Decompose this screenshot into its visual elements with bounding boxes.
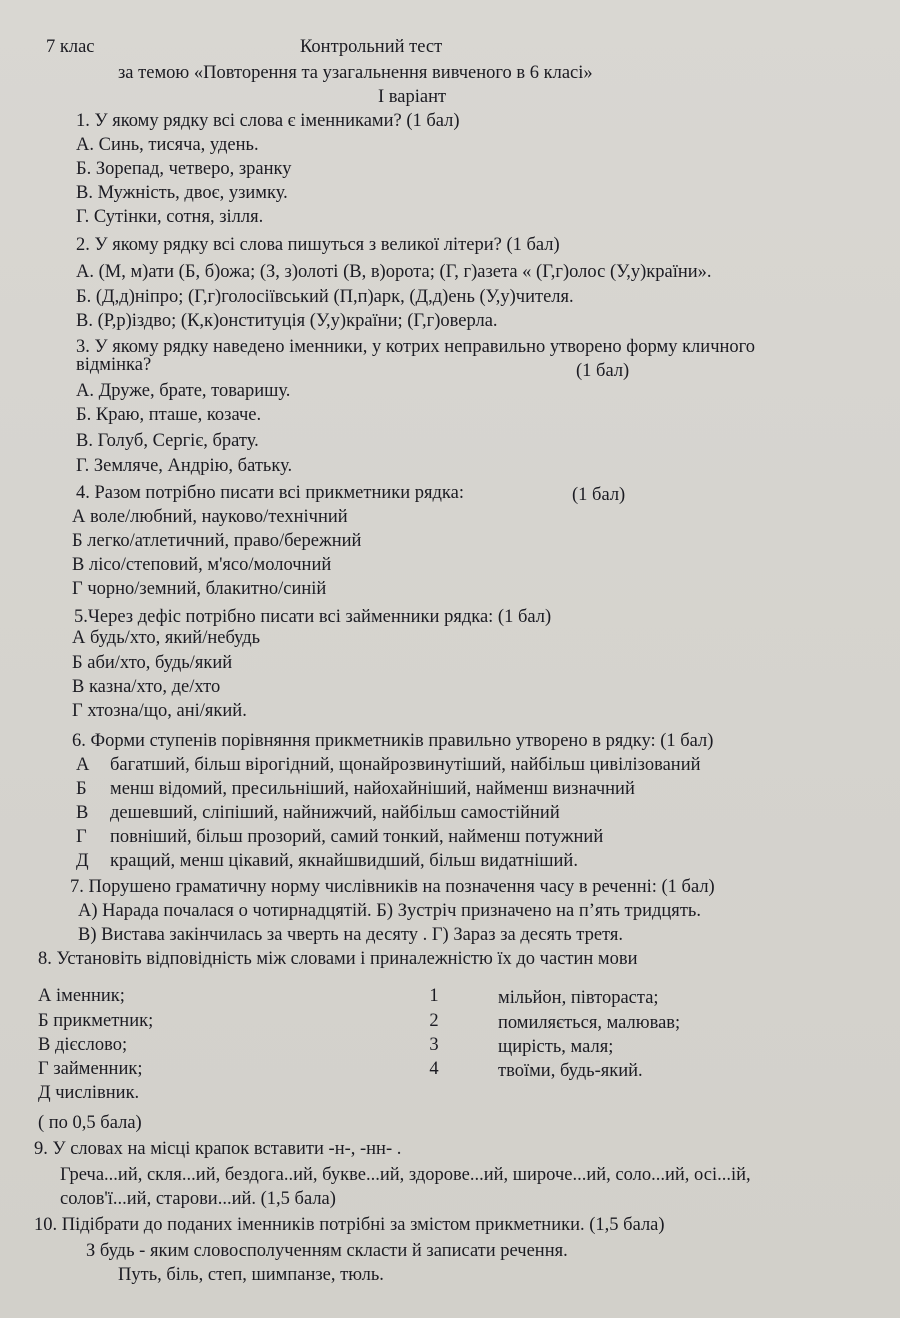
- q8-right-2: помиляється, малював;: [498, 1013, 681, 1033]
- q1-option-b: Б. Зорепад, четверо, зранку: [76, 159, 292, 179]
- test-title: Контрольний тест: [300, 37, 443, 57]
- grade-label: 7 клас: [46, 37, 95, 57]
- q3-option-c: В. Голуб, Сергіє, брату.: [76, 431, 259, 451]
- q8-left-d: Г займенник;: [38, 1059, 143, 1079]
- variant-label: І варіант: [378, 87, 447, 107]
- q4-option-d: Г чорно/земний, блакитно/синій: [72, 579, 327, 599]
- q1-option-a: А. Синь, тисяча, удень.: [76, 135, 259, 155]
- q2-option-b: Б. (Д,д)ніпро; (Г,г)голосіївський (П,п)арк, (Д,д)ень (У,у)чителя.: [76, 287, 574, 307]
- q1-option-c: В. Мужність, двоє, узимку.: [76, 183, 288, 203]
- q8-number-4: 4: [429, 1059, 439, 1079]
- q9-line-2: солов'ї...ий, старови...ий. (1,5 бала): [60, 1189, 336, 1209]
- q4-option-c: В лісо/степовий, м'ясо/молочний: [72, 555, 332, 575]
- question-9: 9. У словах на місці крапок вставити -н-, -нн- .: [34, 1139, 402, 1159]
- question-2: 2. У якому рядку всі слова пишуться з великої літери? (1 бал): [76, 235, 560, 255]
- q4-points: (1 бал): [572, 485, 626, 505]
- q3-points: (1 бал): [576, 361, 630, 381]
- q8-number-3: 3: [429, 1035, 439, 1055]
- q2-option-c: В. (Р,р)іздво; (К,к)онституція (У,у)країни; (Г,г)оверла.: [76, 311, 498, 331]
- q8-right-3: щирість, маля;: [498, 1037, 614, 1057]
- q6-option-c: дешевший, сліпіший, найнижчий, найбільш самостійний: [110, 803, 560, 823]
- q6-option-c-letter: В: [76, 803, 89, 823]
- q8-points: ( по 0,5 бала): [38, 1113, 142, 1133]
- q8-left-c: В дієслово;: [38, 1035, 128, 1055]
- q1-option-d: Г. Сутінки, сотня, зілля.: [76, 207, 264, 227]
- q8-right-1: мільйон, півтораста;: [498, 988, 659, 1008]
- q6-option-e-letter: Д: [76, 851, 89, 871]
- question-10: 10. Підібрати до поданих іменників потрібні за змістом прикметники. (1,5 бала): [34, 1215, 665, 1235]
- q8-left-e: Д числівник.: [38, 1083, 140, 1103]
- question-7: 7. Порушено граматичну норму числівників на позначення часу в реченні: (1 бал): [70, 877, 715, 897]
- q7-line-2: В) Вистава закінчилась за чверть на десяту . Г) Зараз за десять третя.: [78, 925, 624, 945]
- q6-option-b-letter: Б: [76, 779, 87, 799]
- q6-option-a: багатший, більш вірогідний, щонайрозвинутіший, найбільш цивілізований: [110, 755, 701, 775]
- question-3: 3. У якому рядку наведено іменники, у котрих неправильно утворено форму кличного: [76, 337, 756, 357]
- q5-option-b: Б аби/хто, будь/який: [72, 653, 233, 673]
- question-1: 1. У якому рядку всі слова є іменниками? (1 бал): [76, 111, 460, 131]
- q8-left-b: Б прикметник;: [38, 1011, 154, 1031]
- question-6: 6. Форми ступенів порівняння прикметників правильно утворено в рядку: (1 бал): [72, 731, 714, 751]
- q8-number-2: 2: [429, 1011, 439, 1031]
- q9-line-1: Греча...ий, скля...ий, бездога..ий, букве...ий, здорове...ий, широче...ий, соло...ий, осі...ій,: [60, 1165, 751, 1185]
- question-4: 4. Разом потрібно писати всі прикметники рядка:: [76, 483, 464, 503]
- q2-option-a: А. (М, м)ати (Б, б)ожа; (З, з)олоті (В, в)орота; (Г, г)азета « (Г,г)олос (У,у)країни».: [76, 262, 712, 282]
- q4-option-b: Б легко/атлетичний, право/бережний: [72, 531, 362, 551]
- q8-left-a: А іменник;: [38, 986, 125, 1006]
- q4-option-a: А воле/любний, науково/технічний: [72, 507, 348, 527]
- question-3-cont: відмінка?: [76, 355, 152, 375]
- q5-option-c: В казна/хто, де/хто: [72, 677, 221, 697]
- q10-line-2: Путь, біль, степ, шимпанзе, тюль.: [118, 1265, 384, 1285]
- q10-line-1: З будь - яким словосполученням скласти й записати речення.: [86, 1241, 568, 1261]
- q5-option-a: А будь/хто, який/небудь: [72, 628, 261, 648]
- question-8: 8. Установіть відповідність між словами і приналежністю їх до частин мови: [38, 949, 638, 969]
- q8-right-4: твоїми, будь-який.: [498, 1061, 643, 1081]
- q3-option-b: Б. Краю, пташе, козаче.: [76, 405, 262, 425]
- q6-option-d-letter: Г: [76, 827, 87, 847]
- q6-option-e: кращий, менш цікавий, якнайшвидший, більш видатніший.: [110, 851, 578, 871]
- q7-line-1: А) Нарада почалася о чотирнадцятій. Б) Зустріч призначено на п’ять тридцять.: [78, 901, 701, 921]
- q6-option-b: менш відомий, пресильніший, найохайніший, найменш визначний: [110, 779, 635, 799]
- q6-option-a-letter: А: [76, 755, 90, 775]
- q3-option-d: Г. Земляче, Андрію, батьку.: [76, 456, 293, 476]
- q5-option-d: Г хтозна/що, ані/який.: [72, 701, 247, 721]
- q3-option-a: А. Друже, брате, товаришу.: [76, 381, 291, 401]
- question-5: 5.Через дефіс потрібно писати всі займенники рядка: (1 бал): [74, 607, 552, 627]
- q6-option-d: повніший, більш прозорий, самий тонкий, найменш потужний: [110, 827, 604, 847]
- test-topic: за темою «Повторення та узагальнення вивченого в 6 класі»: [118, 63, 593, 83]
- q8-number-1: 1: [429, 986, 439, 1006]
